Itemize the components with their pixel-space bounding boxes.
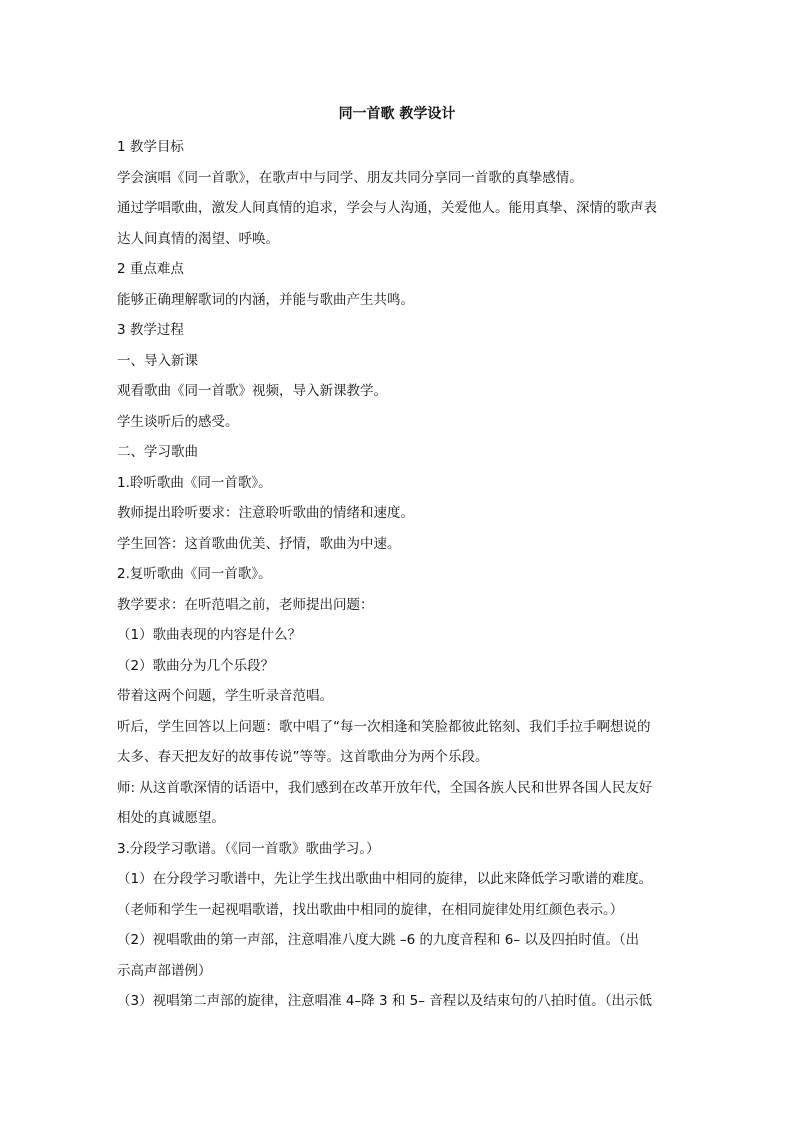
- paragraph-line: 示高声部谱例）: [117, 962, 212, 979]
- paragraph-line: （老师和学生一起视唱歌谱，找出歌曲中相同的旋律，在相同旋律处用红颜色表示。）: [117, 901, 624, 918]
- subsection-heading-learn-song: 二、学习歌曲: [117, 444, 198, 460]
- subsection-heading-intro: 一、导入新课: [117, 352, 198, 369]
- paragraph-line: 观看歌曲《同一首歌》视频，导入新课教学。: [117, 383, 387, 399]
- paragraph-line: 3.分段学习歌谱。（《同一首歌》歌曲学习。）: [117, 840, 380, 857]
- paragraph-line: 达人间真情的渴望、呼唤。: [117, 230, 279, 247]
- paragraph-line: 带着这两个问题，学生听录音范唱。: [117, 688, 333, 704]
- paragraph-line: 学会演唱《同一首歌》，在歌声中与同学、朋友共同分享同一首歌的真挚感情。: [117, 169, 583, 186]
- paragraph-line: 通过学唱歌曲，激发人间真情的追求，学会与人沟通，关爱他人。能用真挚、深情的歌声表: [117, 200, 657, 216]
- list-item: （1）在分段学习歌谱中，先让学生找出歌曲中相同的旋律，以此来降低学习歌谱的难度。: [117, 871, 653, 887]
- list-item: （2）视唱歌曲的第一声部，注意唱准八度大跳 –6 的九度音程和 6– 以及四拍时值。（出: [117, 932, 640, 948]
- section-heading-process: 3 教学过程: [117, 322, 184, 338]
- paragraph-line: 能够正确理解歌词的内涵，并能与歌曲产生共鸣。: [117, 291, 414, 308]
- paragraph-line: 相处的真诚愿望。: [117, 810, 225, 826]
- paragraph-line: 学生回答：这首歌曲优美、抒情，歌曲为中速。: [117, 535, 401, 552]
- list-item: （1）歌曲表现的内容是什么？: [117, 627, 302, 643]
- section-heading-key-points: 2 重点难点: [117, 261, 184, 277]
- document-title: 同一首歌 教学设计: [338, 106, 456, 122]
- document-body: [117, 132, 677, 1017]
- paragraph-line: 学生谈听后的感受。: [117, 413, 239, 430]
- paragraph-line: 1.聆听歌曲《同一首歌》。: [117, 474, 272, 491]
- list-item: （3）视唱第二声部的旋律，注意唱准 4–降 3 和 5– 音程以及结束句的八拍时值。（出示低: [117, 993, 653, 1009]
- paragraph-line: 师: 从这首歌深情的话语中，我们感到在改革开放年代，全国各族人民和世界各国人民友好: [117, 779, 653, 796]
- paragraph-line: 2.复听歌曲《同一首歌》。: [117, 566, 272, 582]
- paragraph-line: 教学要求：在听范唱之前，老师提出问题：: [117, 596, 374, 613]
- list-item: （2）歌曲分为几个乐段？: [117, 657, 275, 674]
- section-heading-objectives: 1 教学目标: [117, 139, 184, 155]
- paragraph-line: 听后，学生回答以上问题：歌中唱了“每一次相逢和笑脸都彼此铭刻、我们手拉手啊想说的: [117, 718, 651, 735]
- paragraph-line: 太多、春天把友好的故事传说”等等。这首歌曲分为两个乐段。: [117, 749, 489, 765]
- paragraph-line: 教师提出聆听要求：注意聆听歌曲的情绪和速度。: [117, 505, 414, 521]
